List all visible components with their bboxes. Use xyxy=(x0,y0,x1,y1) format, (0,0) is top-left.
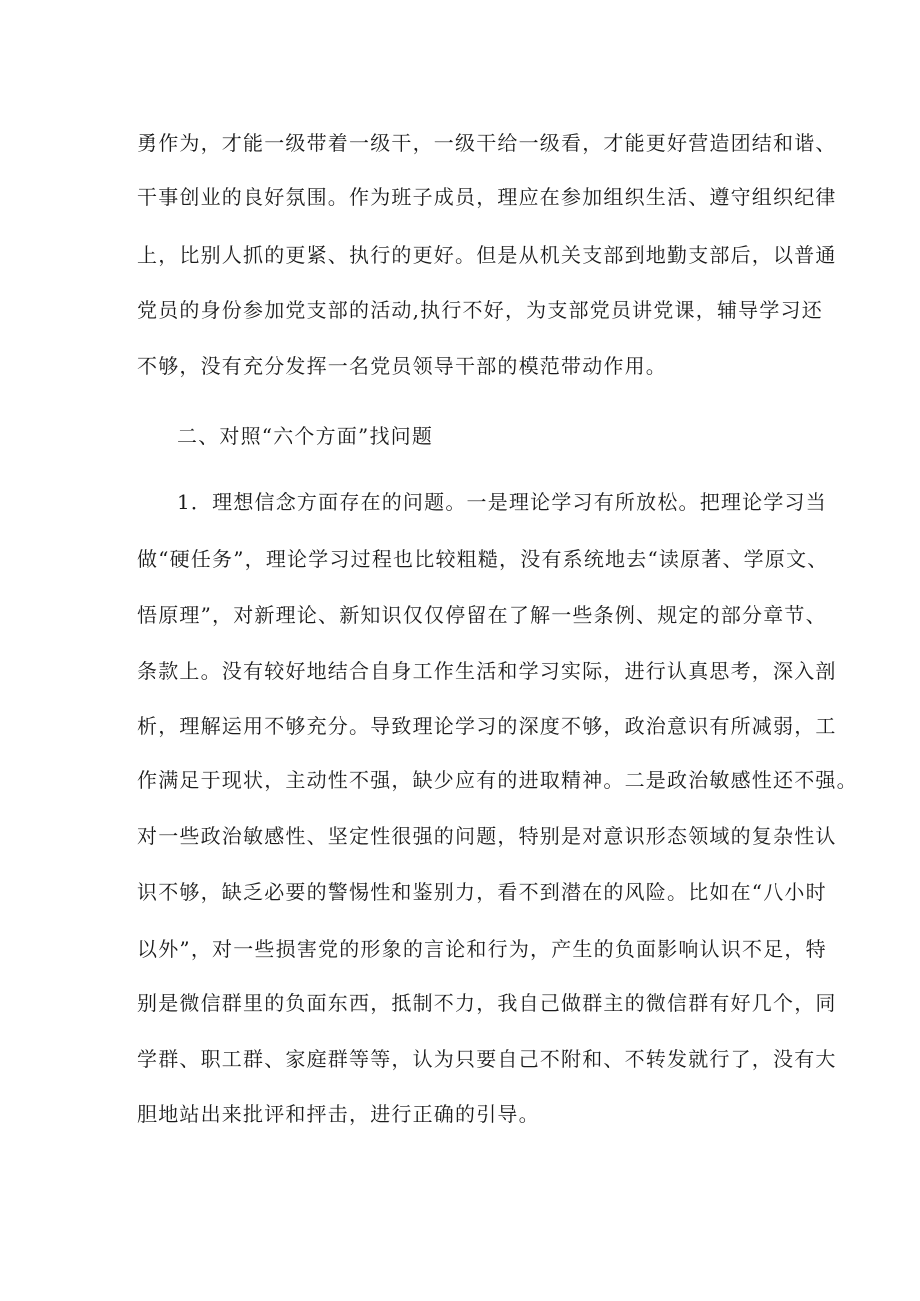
paragraph-line: 干事创业的良好氛围。作为班子成员，理应在参加组织生活、遵守组织纪律 xyxy=(137,185,837,209)
paragraph-line: 不够，没有充分发挥一名党员领导干部的模范带动作用。 xyxy=(137,354,667,378)
paragraph-line: 1．理想信念方面存在的问题。一是理论学习有所放松。把理论学习当 xyxy=(177,490,827,514)
paragraph-line: 悟原理”，对新理论、新知识仅仅停留在了解一些条例、规定的部分章节、 xyxy=(137,603,827,627)
paragraph-line: 勇作为，才能一级带着一级干，一级干给一级看，才能更好营造团结和谐、 xyxy=(137,131,837,155)
paragraph-line: 胆地站出来批评和抨击，进行正确的引导。 xyxy=(137,1102,540,1126)
section-heading: 二、对照“六个方面”找问题 xyxy=(177,424,434,448)
paragraph-line: 党员的身份参加党支部的活动,执行不好，为支部党员讲党课，辅导学习还 xyxy=(137,298,823,322)
paragraph-line: 以外”，对一些损害党的形象的言论和行为，产生的负面影响认识不足，特 xyxy=(137,937,827,961)
paragraph-line: 析，理解运用不够充分。导致理论学习的深度不够，政治意识有所减弱，工 xyxy=(137,714,837,738)
paragraph-line: 识不够，缺乏必要的警惕性和鉴别力，看不到潜在的风险。比如在“八小时 xyxy=(137,880,827,904)
paragraph-line: 上，比别人抓的更紧、执行的更好。但是从机关支部到地勤支部后，以普通 xyxy=(137,243,837,267)
paragraph-line: 学群、职工群、家庭群等等，认为只要自己不附和、不转发就行了，没有大 xyxy=(137,1047,837,1071)
paragraph-line: 别是微信群里的负面东西，抵制不力，我自己做群主的微信群有好几个，同 xyxy=(137,991,837,1015)
paragraph-line: 作满足于现状，主动性不强，缺少应有的进取精神。二是政治敏感性还不强。 xyxy=(137,768,858,792)
paragraph-line: 条款上。没有较好地结合自身工作生活和学习实际，进行认真思考，深入剖 xyxy=(137,659,837,683)
paragraph-line: 做“硬任务”，理论学习过程也比较粗糙，没有系统地去“读原著、学原文、 xyxy=(137,547,829,571)
paragraph-line: 对一些政治敏感性、坚定性很强的问题，特别是对意识形态领域的复杂性认 xyxy=(137,824,837,848)
